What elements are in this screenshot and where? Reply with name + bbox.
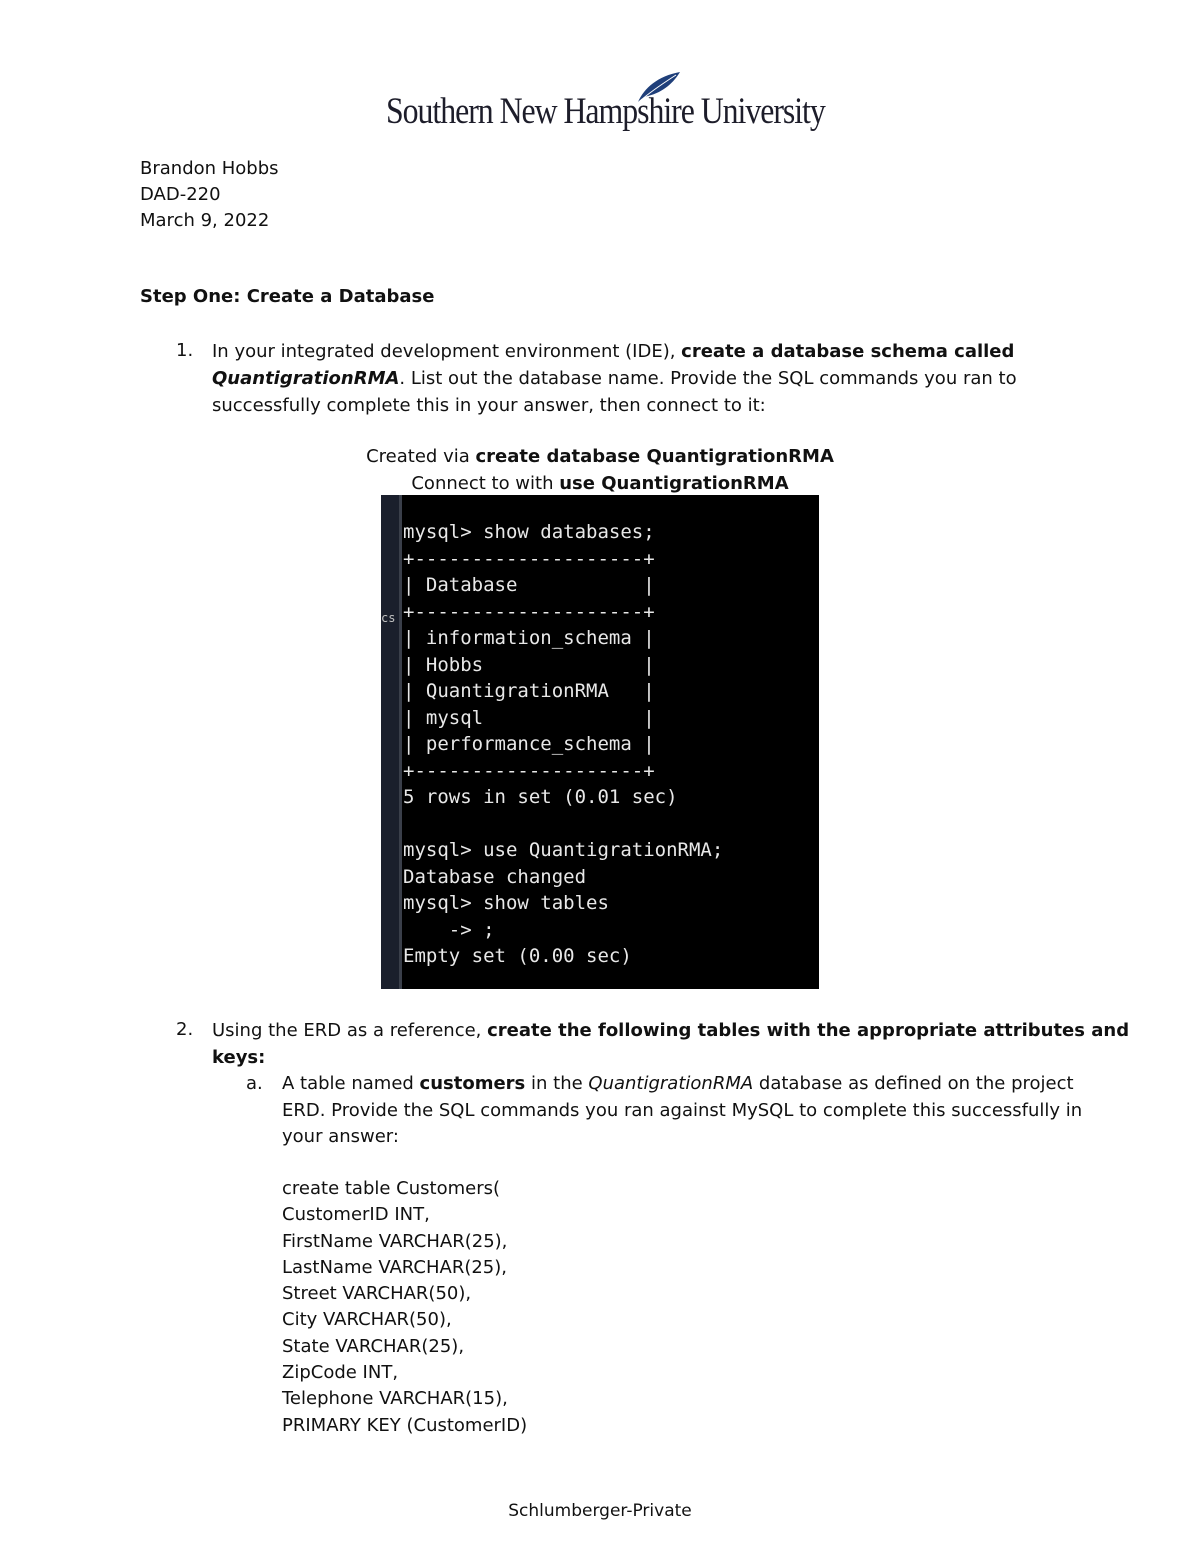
logo-text: Southern New Hampshire University [386,91,825,132]
item-1-text: In your integrated development environment (IDE), create a database schema called QuantigrationRMA. List out the database name. Provide the SQL commands you ran to successfully complete this in your answer, then connect to it: [212,341,1017,416]
sql-code-line: Telephone VARCHAR(15), [282,1388,508,1410]
terminal-line: Empty set (0.00 sec) [403,945,632,967]
terminal-line: mysql> use QuantigrationRMA; [403,839,724,861]
sql-code-line: City VARCHAR(50), [282,1309,452,1331]
terminal-line: +--------------------+ [403,600,655,623]
item-2-text: Using the ERD as a reference, create the following tables with the appropriate attributes and keys: [212,1020,1130,1068]
sql-code-line: ZipCode INT, [282,1362,399,1384]
item-2a-text: A table named customers in the QuantigrationRMA database as defined on the project ERD. Provide the SQL commands you ran against MySQL to complete this successfully in your answer: [282,1073,1083,1147]
author-header [140,156,279,234]
terminal-line: mysql> show tables [403,892,609,914]
terminal-screenshot [381,495,819,989]
sql-code-line: LastName VARCHAR(25), [282,1256,507,1278]
terminal-line: | information_schema | [403,627,655,649]
terminal-line: | mysql | [403,706,655,729]
terminal-output [403,519,723,970]
terminal-line: | QuantigrationRMA | [403,680,655,702]
sql-code-line: CustomerID INT, [282,1204,430,1226]
step-title: Step One: Create a Database [140,286,435,307]
terminal-gutter-label: cs [381,611,396,625]
caption-connect: Connect to with use QuantigrationRMA [411,473,789,494]
terminal-divider [399,495,402,989]
terminal-line: Database changed [403,865,587,888]
terminal-line: -> ; [403,918,495,941]
terminal-line: | performance_schema | [403,733,655,755]
sql-code-line: Street VARCHAR(50), [282,1283,472,1305]
university-logo [386,70,825,136]
terminal-line: mysql> show databases; [403,521,655,543]
sql-code-line: PRIMARY KEY (CustomerID) [282,1414,528,1436]
sql-code-line: create table Customers( [282,1178,501,1199]
terminal-line: 5 rows in set (0.01 sec) [403,786,678,808]
terminal-gutter [381,495,399,989]
course-code: DAD-220 [140,184,221,205]
author-name: Brandon Hobbs [140,158,279,179]
page-footer: Schlumberger-Private [508,1501,692,1521]
sql-code-line: FirstName VARCHAR(25), [282,1230,508,1252]
terminal-line: | Database | [403,574,655,596]
terminal-line: +--------------------+ [403,547,655,570]
sql-code-line: State VARCHAR(25), [282,1335,465,1357]
terminal-line: +--------------------+ [403,759,655,782]
caption-create: Created via create database QuantigrationRMA [366,446,834,467]
sql-create-table-code [282,1176,527,1439]
document-date: March 9, 2022 [140,210,270,231]
terminal-line: | Hobbs | [403,653,655,676]
item-2-number: 2. [176,1019,194,1040]
item-2a-letter: a. [246,1073,263,1094]
item-1-number: 1. [176,340,194,361]
